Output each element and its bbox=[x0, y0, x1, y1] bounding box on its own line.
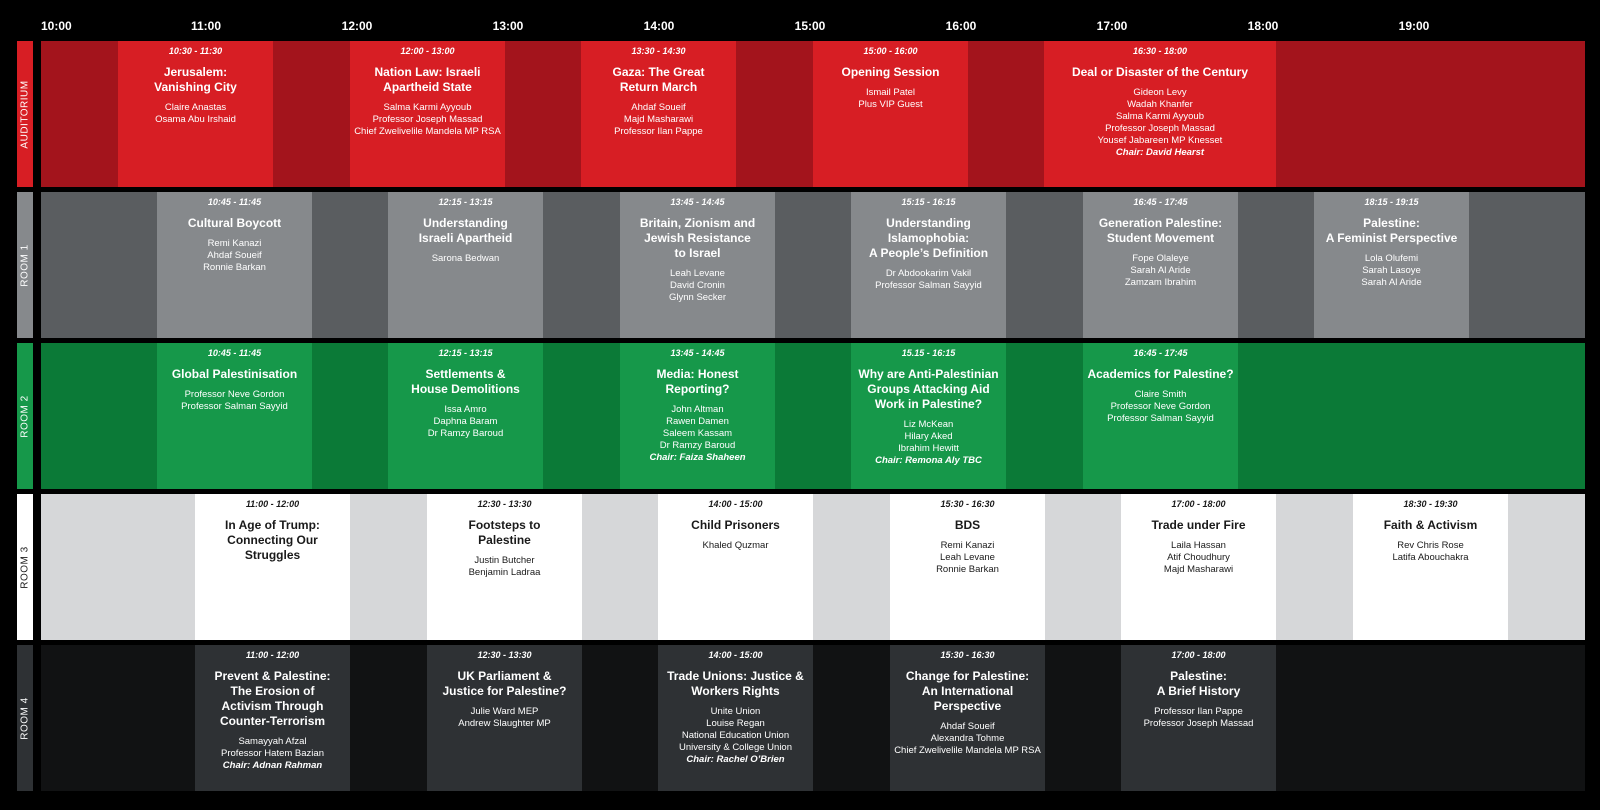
speaker-name: Justin Butcher bbox=[474, 555, 535, 566]
session-card[interactable] bbox=[157, 192, 312, 338]
session-title: Change for Palestine: An International Perspective bbox=[905, 669, 1030, 713]
session-time: 12:15 - 13:15 bbox=[438, 197, 493, 207]
session-card[interactable] bbox=[620, 343, 775, 489]
session-title: Britain, Zionism and Jewish Resistance to Israel bbox=[639, 216, 756, 260]
session-time: 18:30 - 19:30 bbox=[1403, 499, 1458, 509]
speaker-name: Salma Karmi Ayyoub bbox=[383, 102, 472, 113]
speaker-name: Leah Levane bbox=[670, 268, 725, 279]
session-time: 10:30 - 11:30 bbox=[168, 46, 223, 56]
session-title: Deal or Disaster of the Century bbox=[1071, 65, 1249, 79]
session-card[interactable] bbox=[1121, 494, 1276, 640]
session-chair: Chair: Rachel O’Brien bbox=[686, 754, 785, 765]
speaker-name: Remi Kanazi bbox=[207, 238, 262, 249]
speaker-name: Yousef Jabareen MP Knesset bbox=[1097, 135, 1223, 146]
session-card[interactable] bbox=[350, 41, 505, 187]
session-time: 16:45 - 17:45 bbox=[1133, 197, 1188, 207]
speaker-name: Professor Salman Sayyid bbox=[181, 401, 288, 412]
speaker-name: Ibrahim Hewitt bbox=[898, 443, 959, 454]
session-title: Gaza: The Great Return March bbox=[612, 65, 705, 94]
session-title: Child Prisoners bbox=[691, 518, 780, 532]
speaker-name: Samayyah Afzal bbox=[238, 736, 307, 747]
speaker-name: Liz McKean bbox=[903, 419, 954, 430]
session-speakers bbox=[1044, 87, 1276, 159]
session-speakers bbox=[427, 555, 582, 579]
session-speakers bbox=[851, 268, 1006, 292]
session-time: 18:15 - 19:15 bbox=[1364, 197, 1419, 207]
session-time: 11:00 - 12:00 bbox=[245, 499, 300, 509]
time-axis-label: 15:00 bbox=[794, 19, 826, 33]
session-card[interactable] bbox=[890, 494, 1045, 640]
session-card[interactable] bbox=[427, 494, 582, 640]
speaker-name: Gideon Levy bbox=[1133, 87, 1187, 98]
session-time: 12:30 - 13:30 bbox=[477, 650, 532, 660]
speaker-name: Atif Choudhury bbox=[1167, 552, 1230, 563]
session-card[interactable] bbox=[157, 343, 312, 489]
speaker-name: University & College Union bbox=[679, 742, 792, 753]
session-card[interactable] bbox=[1353, 494, 1508, 640]
speaker-name: Dr Ramzy Baroud bbox=[659, 440, 736, 451]
speaker-name: Hilary Aked bbox=[904, 431, 953, 442]
speaker-name: Saleem Kassam bbox=[662, 428, 733, 439]
time-axis-label: 14:00 bbox=[643, 19, 675, 33]
session-title: Prevent & Palestine: The Erosion of Activism Through Counter-Terrorism bbox=[214, 669, 331, 728]
session-title: Palestine: A Brief History bbox=[1156, 669, 1241, 698]
session-time: 12:30 - 13:30 bbox=[477, 499, 532, 509]
session-title: Trade under Fire bbox=[1151, 518, 1246, 532]
session-speakers bbox=[388, 253, 543, 265]
session-card[interactable] bbox=[851, 192, 1006, 338]
speaker-name: Salma Karmi Ayyoub bbox=[1115, 111, 1204, 122]
session-title: Media: Honest Reporting? bbox=[656, 367, 739, 396]
session-chair: Chair: Adnan Rahman bbox=[222, 760, 323, 771]
session-speakers bbox=[1314, 253, 1469, 289]
session-card[interactable] bbox=[1083, 192, 1238, 338]
room-name: ROOM 1 bbox=[19, 243, 31, 287]
session-title: Jerusalem: Vanishing City bbox=[154, 65, 237, 94]
speaker-name: Rev Chris Rose bbox=[1397, 540, 1464, 551]
speaker-name: Ismail Patel bbox=[865, 87, 916, 98]
speaker-name: Professor Ilan Pappe bbox=[614, 126, 703, 137]
speaker-name: Khaled Quzmar bbox=[702, 540, 769, 551]
session-card[interactable] bbox=[195, 494, 350, 640]
session-title: Trade Unions: Justice & Workers Rights bbox=[667, 669, 804, 698]
speaker-name: Latifa Abouchakra bbox=[1392, 552, 1469, 563]
session-time: 16:45 - 17:45 bbox=[1133, 348, 1188, 358]
session-time: 17:00 - 18:00 bbox=[1171, 499, 1226, 509]
speaker-name: Majd Masharawi bbox=[623, 114, 694, 125]
session-time: 14:00 - 15:00 bbox=[708, 499, 763, 509]
speaker-name: Ahdaf Soueif bbox=[631, 102, 686, 113]
session-title: UK Parliament & Justice for Palestine? bbox=[442, 669, 567, 698]
room-row-room1 bbox=[41, 192, 1585, 338]
time-axis-label: 10:00 bbox=[41, 19, 72, 33]
session-time: 10:45 - 11:45 bbox=[207, 348, 262, 358]
session-title: Why are Anti-Palestinian Groups Attacking Aid Work in Palestine? bbox=[858, 367, 999, 411]
speaker-name: Professor Neve Gordon bbox=[184, 389, 285, 400]
speaker-name: Issa Amro bbox=[444, 404, 487, 415]
session-card[interactable] bbox=[813, 41, 968, 187]
room-name: ROOM 3 bbox=[19, 545, 31, 589]
speaker-name: Professor Joseph Massad bbox=[1143, 718, 1254, 729]
session-speakers bbox=[1083, 253, 1238, 289]
session-speakers bbox=[1353, 540, 1508, 564]
time-axis-label: 16:00 bbox=[945, 19, 977, 33]
session-time: 15.15 - 16:15 bbox=[901, 348, 956, 358]
session-title: Understanding Israeli Apartheid bbox=[418, 216, 513, 245]
session-time: 16:30 - 18:00 bbox=[1132, 46, 1188, 56]
session-time: 13:45 - 14:45 bbox=[670, 197, 725, 207]
session-speakers bbox=[890, 721, 1045, 757]
speaker-name: Professor Salman Sayyid bbox=[875, 280, 982, 291]
speaker-name: National Education Union bbox=[681, 730, 790, 741]
session-card[interactable] bbox=[427, 645, 582, 791]
session-title: In Age of Trump: Connecting Our Struggles bbox=[225, 518, 320, 562]
session-time: 11:00 - 12:00 bbox=[245, 650, 300, 660]
session-speakers bbox=[851, 419, 1006, 467]
time-axis-label: 11:00 bbox=[190, 19, 222, 33]
speaker-name: Claire Anastas bbox=[164, 102, 227, 113]
session-time: 12:15 - 13:15 bbox=[438, 348, 493, 358]
speaker-name: Chief Zwelivelile Mandela MP RSA bbox=[894, 745, 1041, 756]
speaker-name: Osama Abu Irshaid bbox=[155, 114, 236, 125]
session-speakers bbox=[658, 706, 813, 766]
session-card[interactable] bbox=[851, 343, 1006, 489]
time-axis-label: 13:00 bbox=[492, 19, 524, 33]
speaker-name: Louise Regan bbox=[706, 718, 765, 729]
time-axis-label: 17:00 bbox=[1096, 19, 1128, 33]
session-speakers bbox=[427, 706, 582, 730]
speaker-name: Wadah Khanfer bbox=[1127, 99, 1193, 110]
session-card[interactable] bbox=[388, 343, 543, 489]
session-title: Generation Palestine: Student Movement bbox=[1098, 216, 1223, 245]
session-speakers bbox=[350, 102, 505, 138]
session-title: Understanding Islamophobia: A People’s Definition bbox=[868, 216, 989, 260]
speaker-name: Fope Olaleye bbox=[1132, 253, 1189, 264]
room-name: ROOM 4 bbox=[19, 696, 31, 740]
session-card[interactable] bbox=[1121, 645, 1276, 791]
session-card[interactable] bbox=[195, 645, 350, 791]
speaker-name: Daphna Baram bbox=[433, 416, 498, 427]
room-row-room4 bbox=[41, 645, 1585, 791]
time-axis-label: 19:00 bbox=[1398, 19, 1430, 33]
session-card[interactable] bbox=[658, 645, 813, 791]
room-row-room2 bbox=[41, 343, 1585, 489]
room-row-room3 bbox=[41, 494, 1585, 640]
room-name: ROOM 2 bbox=[19, 394, 31, 438]
session-speakers bbox=[813, 87, 968, 111]
session-card[interactable] bbox=[1044, 41, 1276, 187]
speaker-name: Laila Hassan bbox=[1171, 540, 1226, 551]
speaker-name: John Altman bbox=[671, 404, 724, 415]
session-title: Nation Law: Israeli Apartheid State bbox=[374, 65, 481, 94]
session-title: Palestine: A Feminist Perspective bbox=[1325, 216, 1458, 245]
session-speakers bbox=[1121, 540, 1276, 576]
speaker-name: Leah Levane bbox=[940, 552, 995, 563]
speaker-name: Ronnie Barkan bbox=[936, 564, 999, 575]
session-chair: Chair: Faiza Shaheen bbox=[649, 452, 746, 463]
speaker-name: Lola Olufemi bbox=[1364, 253, 1419, 264]
speaker-name: David Cronin bbox=[670, 280, 725, 291]
session-speakers bbox=[581, 102, 736, 138]
session-speakers bbox=[1083, 389, 1238, 425]
room-label-room1 bbox=[17, 192, 33, 338]
speaker-name: Sarah Lasoye bbox=[1362, 265, 1421, 276]
speaker-name: Rawen Damen bbox=[666, 416, 729, 427]
speaker-name: Ahdaf Soueif bbox=[940, 721, 995, 732]
speaker-name: Professor Joseph Massad bbox=[1105, 123, 1215, 134]
session-time: 17:00 - 18:00 bbox=[1171, 650, 1226, 660]
room-label-room4 bbox=[17, 645, 33, 791]
session-speakers bbox=[658, 540, 813, 552]
speaker-name: Ahdaf Soueif bbox=[207, 250, 262, 261]
session-speakers bbox=[890, 540, 1045, 576]
session-speakers bbox=[1121, 706, 1276, 730]
speaker-name: Professor Salman Sayyid bbox=[1107, 413, 1214, 424]
room-name: AUDITORIUM bbox=[19, 79, 31, 149]
speaker-name: Unite Union bbox=[710, 706, 761, 717]
session-speakers bbox=[195, 736, 350, 772]
speaker-name: Glynn Secker bbox=[668, 292, 727, 303]
session-title: Footsteps to Palestine bbox=[468, 518, 541, 547]
speaker-name: Chief Zwelivelile Mandela MP RSA bbox=[354, 126, 501, 137]
session-time: 10:45 - 11:45 bbox=[207, 197, 262, 207]
session-title: Global Palestinisation bbox=[171, 367, 298, 381]
speaker-name: Professor Joseph Massad bbox=[372, 114, 483, 125]
speaker-name: Dr Ramzy Baroud bbox=[427, 428, 504, 439]
session-time: 12:00 - 13:00 bbox=[400, 46, 455, 56]
session-time: 13:45 - 14:45 bbox=[670, 348, 725, 358]
session-card[interactable] bbox=[118, 41, 273, 187]
speaker-name: Dr Abdookarim Vakil bbox=[885, 268, 972, 279]
speaker-name: Benjamin Ladraa bbox=[468, 567, 541, 578]
speaker-name: Julie Ward MEP bbox=[470, 706, 539, 717]
session-title: BDS bbox=[954, 518, 981, 532]
session-card[interactable] bbox=[388, 192, 543, 338]
speaker-name: Professor Hatem Bazian bbox=[221, 748, 324, 759]
time-axis-label: 12:00 bbox=[341, 19, 373, 33]
session-card[interactable] bbox=[581, 41, 736, 187]
session-speakers bbox=[118, 102, 273, 126]
session-card[interactable] bbox=[890, 645, 1045, 791]
speaker-name: Professor Ilan Pappe bbox=[1154, 706, 1243, 717]
session-speakers bbox=[620, 268, 775, 304]
speaker-name: Claire Smith bbox=[1134, 389, 1187, 400]
room-label-auditorium bbox=[17, 41, 33, 187]
session-time: 15:00 - 16:00 bbox=[863, 46, 918, 56]
session-title: Academics for Palestine? bbox=[1087, 367, 1234, 381]
speaker-name: Remi Kanazi bbox=[940, 540, 995, 551]
speaker-name: Sarah Al Aride bbox=[1130, 265, 1191, 276]
speaker-name: Andrew Slaughter MP bbox=[458, 718, 551, 729]
session-speakers bbox=[620, 404, 775, 464]
speaker-name: Zamzam Ibrahim bbox=[1124, 277, 1197, 288]
session-time: 15:30 - 16:30 bbox=[940, 650, 995, 660]
session-title: Faith & Activism bbox=[1383, 518, 1478, 532]
speaker-name: Sarah Al Aride bbox=[1361, 277, 1422, 288]
session-time: 15:15 - 16:15 bbox=[901, 197, 956, 207]
speaker-name: Sarona Bedwan bbox=[431, 253, 500, 264]
session-title: Opening Session bbox=[841, 65, 940, 79]
session-speakers bbox=[388, 404, 543, 440]
session-card[interactable] bbox=[658, 494, 813, 640]
session-title: Settlements & House Demolitions bbox=[411, 367, 520, 396]
speaker-name: Ronnie Barkan bbox=[203, 262, 266, 273]
speaker-name: Plus VIP Guest bbox=[858, 99, 923, 110]
session-time: 14:00 - 15:00 bbox=[708, 650, 763, 660]
speaker-name: Alexandra Tohme bbox=[930, 733, 1005, 744]
session-speakers bbox=[157, 238, 312, 274]
session-card[interactable] bbox=[1314, 192, 1469, 338]
session-speakers bbox=[157, 389, 312, 413]
speaker-name: Professor Neve Gordon bbox=[1110, 401, 1211, 412]
room-label-room2 bbox=[17, 343, 33, 489]
speaker-name: Majd Masharawi bbox=[1163, 564, 1234, 575]
session-time: 13:30 - 14:30 bbox=[631, 46, 686, 56]
session-title: Cultural Boycott bbox=[187, 216, 282, 230]
session-time: 15:30 - 16:30 bbox=[940, 499, 995, 509]
time-axis-label: 18:00 bbox=[1247, 19, 1279, 33]
session-chair: Chair: Remona Aly TBC bbox=[875, 455, 982, 466]
session-card[interactable] bbox=[620, 192, 775, 338]
room-label-room3 bbox=[17, 494, 33, 640]
session-card[interactable] bbox=[1083, 343, 1238, 489]
room-row-auditorium bbox=[41, 41, 1585, 187]
session-chair: Chair: David Hearst bbox=[1115, 147, 1205, 158]
